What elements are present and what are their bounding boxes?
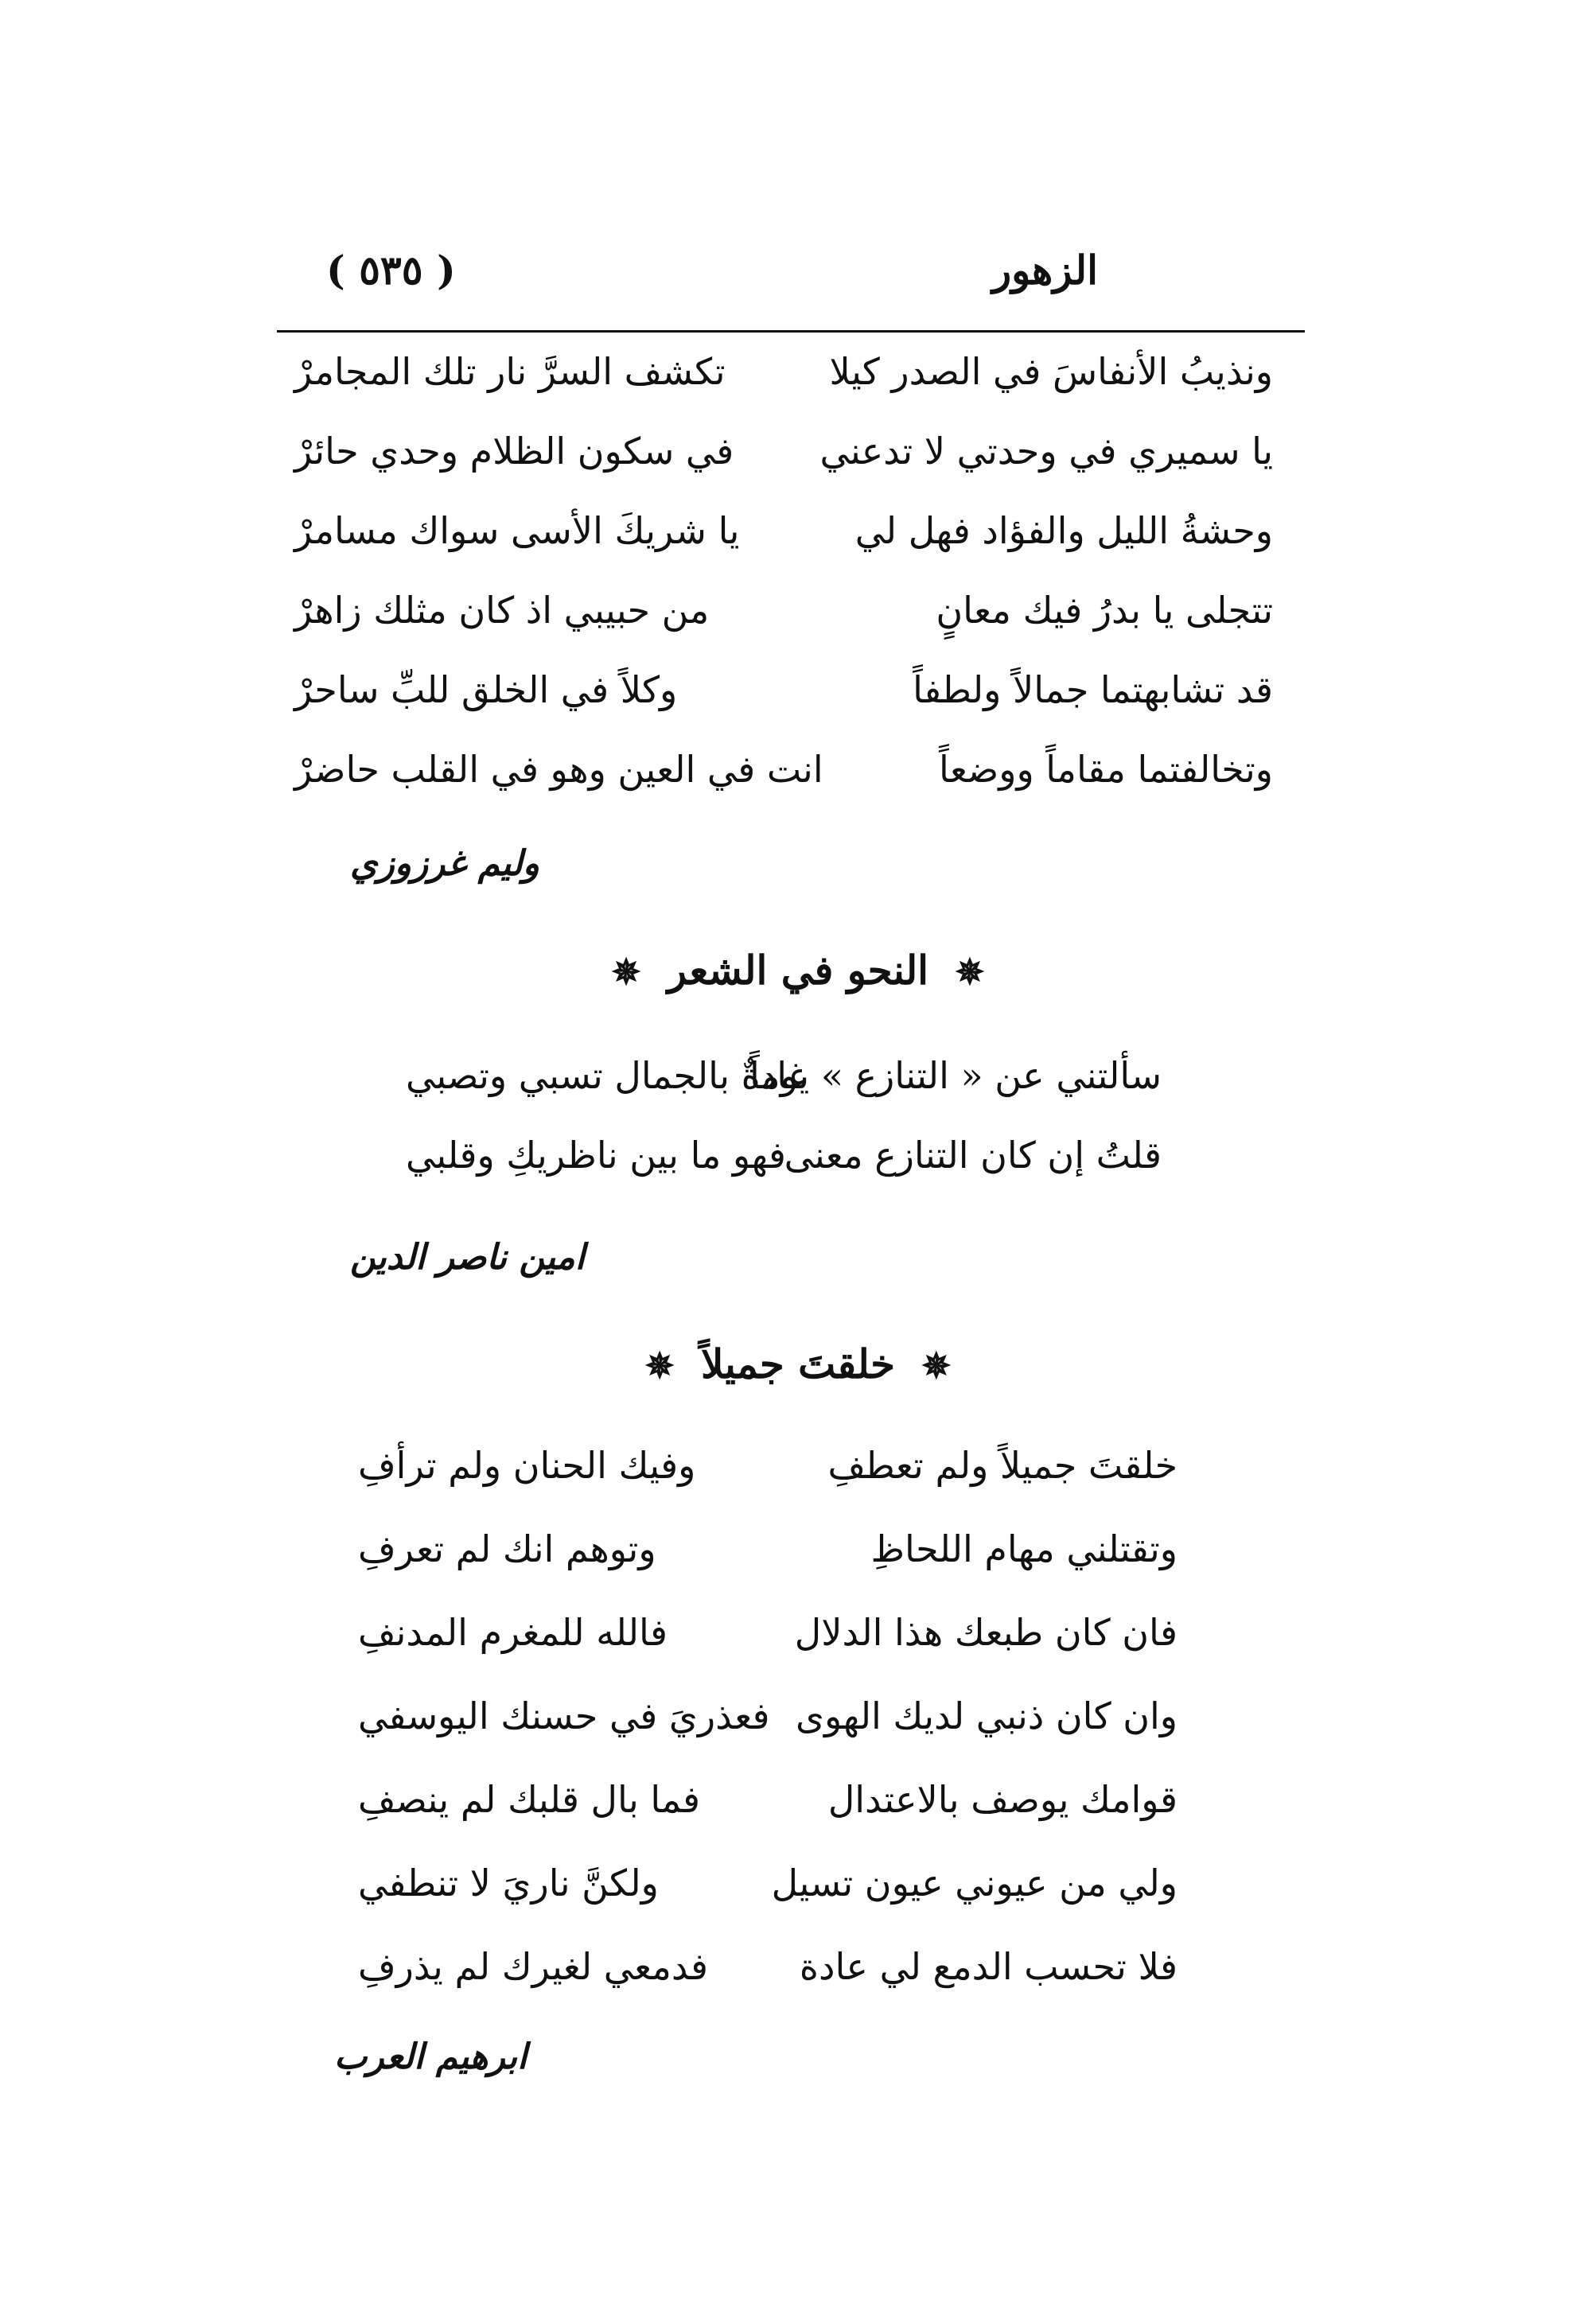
hemistich-left: وفيك الحنان ولم ترأفِ: [358, 1444, 696, 1487]
hemistich-right: قوامك يوصف بالاعتدال: [827, 1778, 1178, 1821]
hemistich-left: فدمعي لغيرك لم يذرفِ: [358, 1945, 709, 1988]
running-title: الزهور: [991, 247, 1098, 294]
hemistich-left: وتوهم انك لم تعرفِ: [358, 1527, 656, 1570]
ornament-icon: ✵: [644, 1346, 675, 1387]
section-title: [0, 947, 1596, 994]
poem-author: امين ناصر الدين: [350, 1237, 585, 1278]
hemistich-left: فالله للمغرم المدنفِ: [358, 1611, 668, 1654]
hemistich-left: فما بال قلبك لم ينصفِ: [358, 1778, 701, 1821]
hemistich-right: يا سميري في وحدتي لا تدعني: [819, 430, 1273, 473]
poem-author: وليم غرزوزي: [350, 843, 540, 884]
hemistich-left: فعذريَ في حسنك اليوسفي: [358, 1694, 770, 1737]
section-title-text: خلقتَ جميلاً: [701, 1340, 895, 1387]
page-number: ( ٥٣٥ ): [326, 247, 456, 294]
hemistich-right: تتجلى يا بدرُ فيك معانٍ: [936, 589, 1273, 632]
hemistich-left: في سكون الظلام وحدي حائرْ: [294, 430, 734, 473]
ornament-icon: ✵: [921, 1346, 952, 1387]
hemistich-right: قلتُ إن كان التنازع معنى: [784, 1134, 1162, 1177]
section-title: [0, 1340, 1596, 1387]
hemistich-left: انت في العين وهو في القلب حاضرْ: [294, 748, 823, 791]
hemistich-right: فان كان طبعك هذا الدلال: [794, 1611, 1178, 1654]
hemistich-right: خلقتَ جميلاً ولم تعطفِ: [827, 1444, 1178, 1487]
hemistich-right: سألتني عن « التنازع » يوماً: [749, 1054, 1162, 1097]
hemistich-right: ولي من عيوني عيون تسيل: [771, 1862, 1178, 1905]
poem-author: ابرهيم العرب: [334, 2037, 527, 2077]
hemistich-left: من حبيبي اذ كان مثلك زاهرْ: [294, 589, 710, 632]
hemistich-right: وحشةُ الليل والفؤاد فهل لي: [854, 509, 1273, 552]
hemistich-left: يا شريكَ الأسى سواك مسامرْ: [294, 509, 740, 552]
hemistich-right: وتقتلني مهام اللحاظِ: [870, 1527, 1178, 1570]
ornament-icon: ✵: [611, 952, 641, 993]
hemistich-right: قد تشابهتما جمالاً ولطفاً: [913, 668, 1273, 711]
header-rule: [277, 330, 1305, 333]
hemistich-left: تكشف السرَّ نار تلك المجامرْ: [294, 350, 726, 393]
hemistich-left: وكلاً في الخلق للبِّ ساحرْ: [294, 668, 678, 711]
hemistich-left: فهو ما بين ناظريكِ وقلبي: [406, 1134, 786, 1177]
hemistich-left: ولكنَّ ناريَ لا تنطفي: [358, 1862, 659, 1905]
hemistich-right: فلا تحسب الدمع لي عادة: [799, 1945, 1178, 1988]
hemistich-left: غادةٌ بالجمال تسبي وتصبي: [406, 1054, 808, 1097]
hemistich-right: وتخالفتما مقاماً ووضعاً: [938, 748, 1273, 791]
section-title-text: النحو في الشعر: [667, 947, 929, 994]
hemistich-right: ونذيبُ الأنفاسَ في الصدر كيلا: [829, 350, 1273, 393]
hemistich-right: وان كان ذنبي لديك الهوى: [796, 1694, 1178, 1737]
ornament-icon: ✵: [955, 952, 985, 993]
page-header: [278, 239, 1305, 318]
